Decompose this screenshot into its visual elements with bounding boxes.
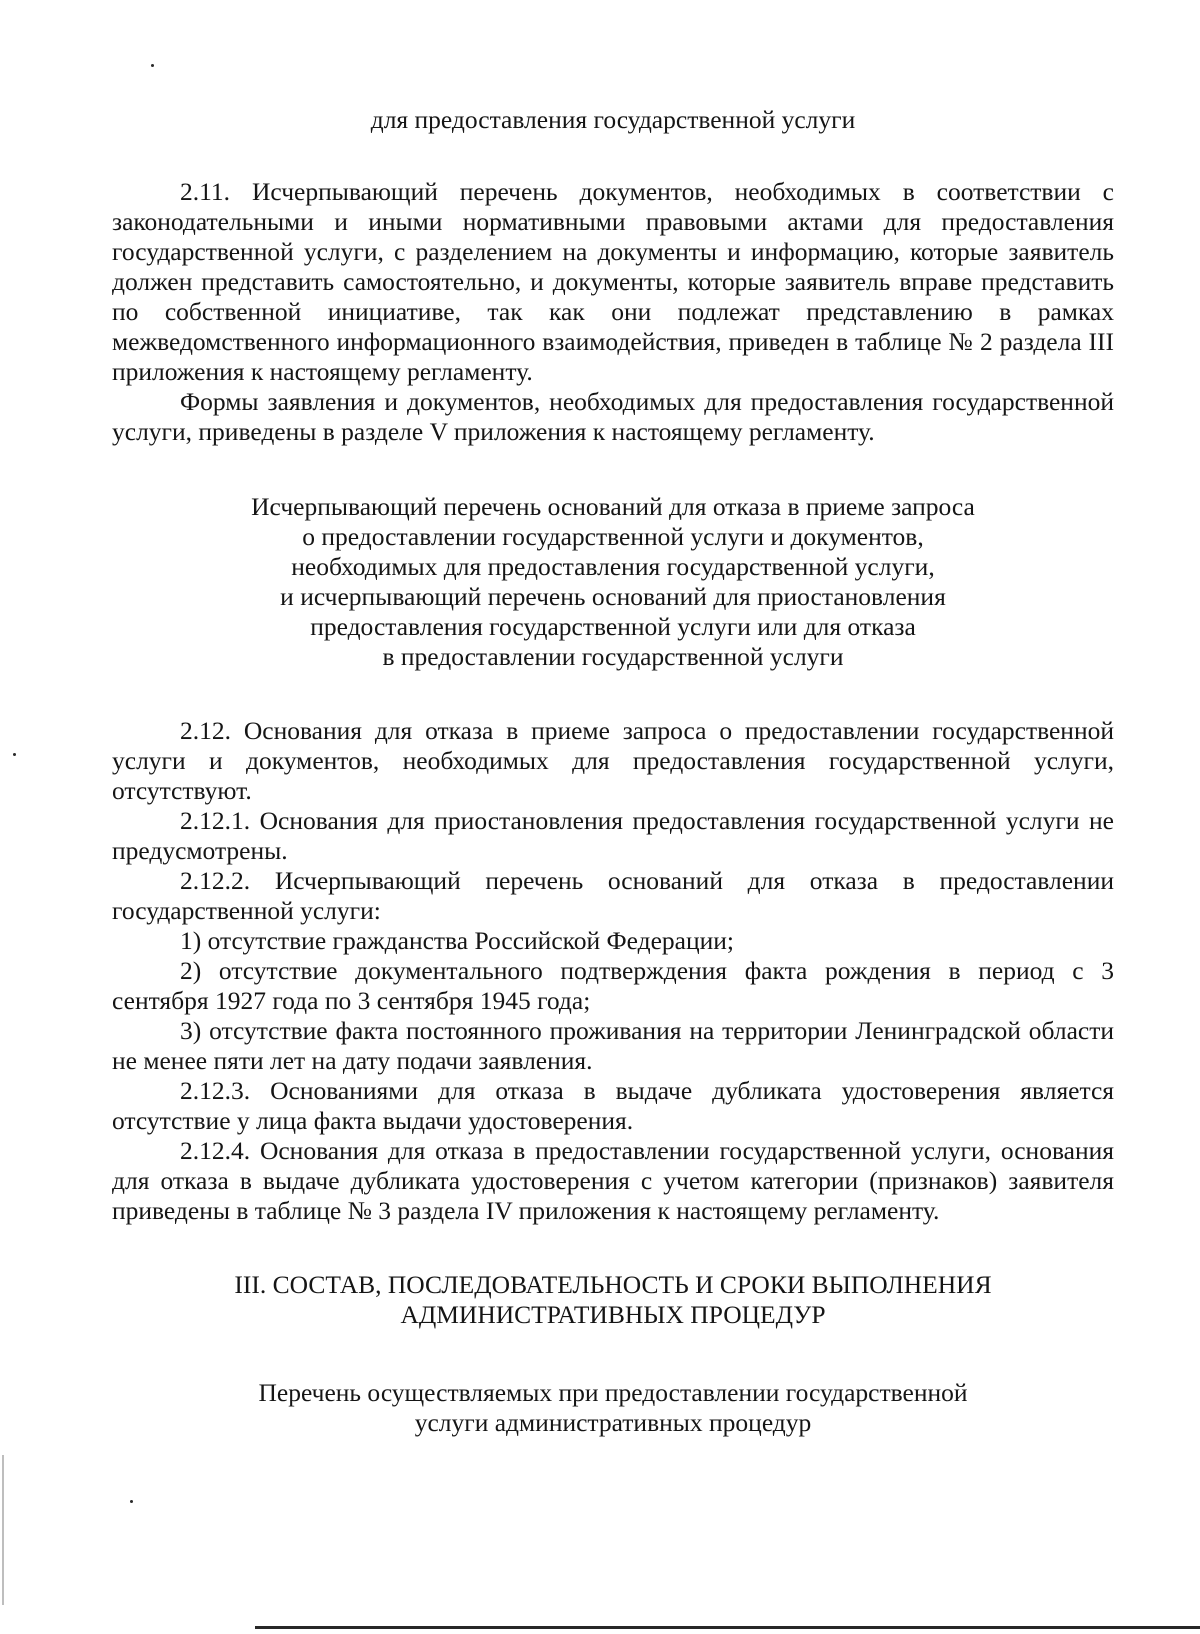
paragraph-2-11: 2.11. Исчерпывающий перечень документов, необходимых в соответствии с законодательными и иными нормативными правовыми актами для предоставления государственной услуги, с разделением на документы и информацию, которые заявитель должен представить самостоятельно, и документы, которые заявитель вправе представить по собственной инициативе, так как они подлежат представлению в рамках межведомственного информационного взаимодействия, приведен в таблице № 2 раздела III приложения к настоящему регламенту. [112,177,1114,386]
administrative-procedures-heading-line: услуги административных процедур [414,1408,812,1437]
paragraph-2-12-2: 2.12.2. Исчерпывающий перечень оснований для отказа в предоставлении государственной услуги: [112,866,1114,925]
section-heading-refusal-grounds [112,492,1114,672]
section-heading-line: Исчерпывающий перечень оснований для отказа в приеме запроса [251,492,975,521]
section-heading-line: необходимых для предоставления государственной услуги, [291,552,935,581]
administrative-procedures-heading-line: Перечень осуществляемых при предоставлении государственной [258,1378,968,1407]
section-heading-line: в предоставлении государственной услуги [382,642,844,671]
roman-heading-line: АДМИНИСТРАТИВНЫХ ПРОЦЕДУР [400,1300,826,1329]
paragraph-2-12-3: 2.12.3. Основаниями для отказа в выдаче дубликата удостоверения является отсутствие у лица факта выдачи удостоверения. [112,1076,1114,1135]
paragraph-forms: Формы заявления и документов, необходимых для предоставления государственной услуги, приведены в разделе V приложения к настоящему регламенту. [112,387,1114,446]
list-item-2: 2) отсутствие документального подтверждения факта рождения в период с 3 сентября 1927 года по 3 сентября 1945 года; [112,956,1114,1015]
list-item-3: 3) отсутствие факта постоянного проживания на территории Ленинградской области не менее пяти лет на дату подачи заявления. [112,1016,1114,1075]
paragraph-2-12: 2.12. Основания для отказа в приеме запроса о предоставлении государственной услуги и документов, необходимых для предоставления государственной услуги, отсутствуют. [112,716,1114,805]
roman-heading-line: III. СОСТАВ, ПОСЛЕДОВАТЕЛЬНОСТЬ И СРОКИ ВЫПОЛНЕНИЯ [234,1270,992,1299]
scan-edge-bottom [255,1626,1200,1629]
roman-section-heading [112,1270,1114,1330]
scan-speck-top-left [151,64,154,67]
section-heading-line: и исчерпывающий перечень оснований для приостановления [280,582,946,611]
scan-speck-left-lower [130,1500,133,1503]
section-heading-line: предоставления государственной услуги или для отказа [310,612,916,641]
scan-edge-left [2,1455,4,1605]
paragraph-2-12-1: 2.12.1. Основания для приостановления предоставления государственной услуги не предусмотрены. [112,806,1114,865]
heading-top: для предоставления государственной услуги [370,105,856,134]
paragraph-group-1 [112,177,1114,447]
administrative-procedures-heading [112,1378,1114,1438]
list-item-1: 1) отсутствие гражданства Российской Федерации; [180,926,735,955]
paragraph-2-12-4: 2.12.4. Основания для отказа в предоставлении государственной услуги, основания для отказа в выдаче дубликата удостоверения с учетом категории (признаков) заявителя приведены в таблице № 3 раздела IV приложения к настоящему регламенту. [112,1136,1114,1225]
section-heading-line: о предоставлении государственной услуги и документов, [302,522,924,551]
scan-speck-left-middle [13,753,16,756]
paragraph-group-2 [112,716,1114,1226]
